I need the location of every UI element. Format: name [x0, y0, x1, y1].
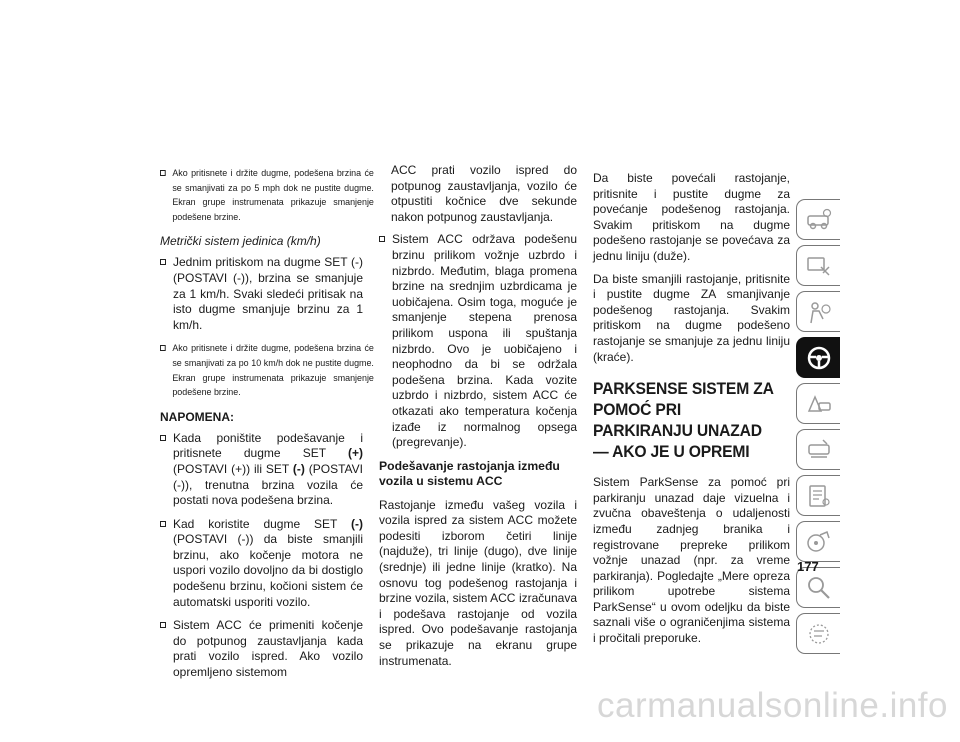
- car-service-icon: [805, 437, 833, 463]
- bullet-hold-5mph: Ako pritisnete i držite dugme, podešena brzina će se smanjivati za po 5 mph dok ne pustite dugme. Ekran grupe instrumenata prikazuje smanjenje podešene brzine.: [160, 166, 374, 224]
- distance-setting-heading: Podešavanje rastojanja između vozila u sistemu ACC: [379, 458, 560, 489]
- tab-multimedia[interactable]: [796, 521, 840, 562]
- dashboard-warning-icon: [805, 253, 833, 279]
- column-3: [593, 171, 790, 654]
- bullet-box-icon: [160, 435, 166, 441]
- bullet-set-minus-kmh: Jednim pritiskom na dugme SET (-) (POSTAVI (-)), brzina se smanjuje za 1 km/h. Svaki sledeći pritisak na isto dugme smanjuje brzinu za 1 km/h.: [160, 255, 363, 333]
- bullet-box-icon: [160, 622, 166, 628]
- metric-heading: Metrički sistem jedinica (km/h): [160, 234, 321, 249]
- tab-safety[interactable]: [796, 291, 840, 332]
- language-icon: [805, 621, 833, 647]
- decrease-distance-paragraph: Da biste smanjili rastojanje, pritisnite i pustite dugme ZA smanjivanje podešenog rastojanja. Svakim pritiskom na dugme podešeno rastojanje se smanjuje za jednu liniju (kraće).: [593, 271, 790, 364]
- tab-car-info[interactable]: [796, 199, 840, 240]
- bullet-box-icon: [160, 521, 166, 527]
- tab-starting-operating[interactable]: [796, 337, 840, 378]
- roadside-emergency-icon: [805, 391, 833, 417]
- watermark: carmanualsonline.info: [597, 686, 948, 725]
- bullet-box-icon: [379, 236, 385, 242]
- distance-setting-paragraph: Rastojanje između vašeg vozila i vozila ispred za sistem ACC možete podesiti izborom četiri linije (najduže), tri linije (dugo), dve linije (srednje) ili jedne linije (kratko). Na osnovu tog podešenog rastojanja i brzine vozila, sistem ACC izračunava i podešava rastojanje od vozila ispred. Ovo podešavanje rastojanja se prikazuje na ekranu grupe instrumenata.: [379, 497, 577, 668]
- multimedia-icon: [805, 529, 833, 555]
- increase-distance-paragraph: Da biste povećali rastojanje, pritisnite i pustite dugme za povećanje podešenog rastojanja. Svakim pritiskom na dugme podešeno rastojanje se povećava za jednu liniju (duže).: [593, 171, 790, 263]
- tab-emergency[interactable]: [796, 383, 840, 424]
- steering-wheel-icon: [805, 345, 833, 371]
- note-heading: NAPOMENA:: [160, 409, 234, 424]
- note-bullet-cancel: Kada poništite podešavanje i pritisnete dugme SET (+) (POSTAVI (+)) ili SET (-) (POSTAVI (-)), trenutna brzina vozila će postati nova podešena brzina.: [160, 431, 363, 509]
- note-bullet-set-minus: Kad koristite dugme SET (-) (POSTAVI (-)) da biste smanjili brzinu, ako kočenje motora ne uspori vozilo dovoljno da bi dostiglo podešenu brzinu, kočioni sistem će automatski usporiti vozilo.: [160, 517, 363, 611]
- index-search-icon: [805, 575, 833, 601]
- bullet-box-icon: [160, 345, 166, 351]
- bullet-hold-10kmh: Ako pritisnete i držite dugme, podešena brzina će se smanjivati za po 10 km/h dok ne pustite dugme. Ekran grupe instrumenata prikazuje smanjenje podešene brzine.: [160, 341, 374, 399]
- tab-specifications[interactable]: [796, 475, 840, 516]
- bullet-box-icon: [160, 170, 166, 176]
- airbag-safety-icon: [805, 299, 833, 325]
- column-2: [379, 163, 577, 676]
- column-1: [160, 166, 374, 689]
- tab-language[interactable]: [796, 613, 840, 654]
- continuation-text: ACC prati vozilo ispred do potpunog zaustavljanja, vozilo će otpustiti kočnice dve sekunde nakon potpunog zaustavljanja.: [391, 163, 577, 224]
- note-bullet-full-stop: Sistem ACC će primeniti kočenje do potpunog zaustavljanja kada prati vozilo ispred. Ako vozilo opremljeno sistemom: [160, 618, 363, 680]
- specifications-list-icon: [805, 483, 833, 509]
- parksense-heading: PARKSENSE SISTEM ZA POMOĆ PRI PARKIRANJU UNAZAD — AKO JE U OPREMI: [593, 380, 774, 462]
- bullet-hills: Sistem ACC održava podešenu brzinu prilikom vožnje uzbrdo i nizbrdo. Međutim, blaga promena brzine na srednjim uzbrdicama je uobičajena. Osim toga, moguće je smanjenje stepena prenosa prilikom uspona ili spuštanja nizbrdo. Ovo je uobičajeno i neophodno da bi se održala podešena brzina. Kada vozite uzbrdo i nizbrdo, sistem ACC će otkazati ako temperatura kočenja izađe iz normalnog opsega (pregrevanje).: [379, 232, 577, 450]
- tab-dashboard[interactable]: [796, 245, 840, 286]
- car-info-icon: [805, 207, 833, 233]
- page-number: 177: [797, 559, 819, 574]
- parksense-paragraph: Sistem ParkSense za pomoć pri parkiranju unazad daje vizuelna i zvučna obaveštenja o udaljenosti između zadnjeg branika i registrovane prepreke prilikom vožnje unazad (npr. za vreme parkiranja). Pogledajte „Mere opreza prilikom upotrebe sistema ParkSense“ u ovom odeljku da biste saznali više o ograničenjima sistema i pročitali preporuke.: [593, 475, 790, 646]
- bullet-box-icon: [160, 259, 166, 265]
- chapter-tabs: [796, 199, 842, 659]
- tab-service[interactable]: [796, 429, 840, 470]
